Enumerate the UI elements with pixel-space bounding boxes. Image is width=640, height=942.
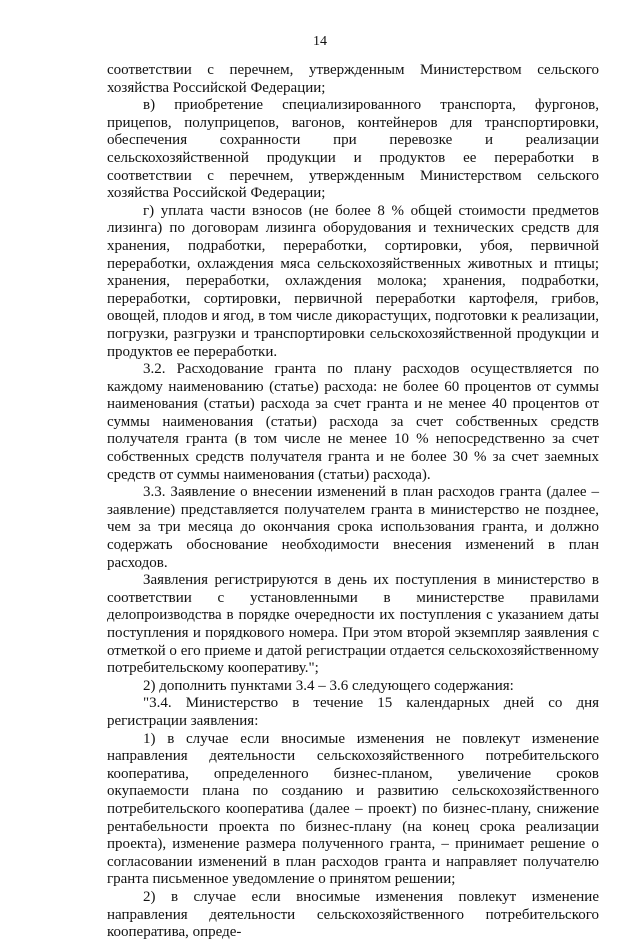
paragraph-1: соответствии с перечнем, утвержденным Министерством сельского хозяйства Российской Федерации; — [107, 62, 599, 96]
paragraph-5: 3.3. Заявление о внесении изменений в план расходов гранта (далее – заявление) представляется получателем гранта в министерство не позднее, чем за три месяца до окончания срока использования гранта, и должно содержать обоснование необходимости внесения изменений в план расходов. — [107, 484, 599, 571]
paragraph-3: г) уплата части взносов (не более 8 % общей стоимости предметов лизинга) по договорам лизинга оборудования и технических средств для хранения, подработки, переработки, сортировки, убоя, первичной переработки, охлаждения мяса сельскохозяйственных животных и птицы; хранения, переработки, охлаждения молока; хранения, подработки, переработки, сортировки, первичной переработки картофеля, грибов, овощей, плодов и ягод, в том числе дикорастущих, подготовки к реализации, погрузки, разгрузки и транспортировки сельскохозяйственной продукции и продуктов ее переработки. — [107, 202, 599, 360]
paragraph-10: 2) в случае если вносимые изменения повлекут изменение направления деятельности сельскохозяйственного потребительского кооператива, опреде- — [107, 888, 599, 941]
paragraph-7: 2) дополнить пунктами 3.4 – 3.6 следующего содержания: — [143, 677, 514, 694]
paragraph-8: "3.4. Министерство в течение 15 календарных дней со дня регистрации заявления: — [107, 695, 599, 729]
document-body — [107, 62, 599, 942]
paragraph-6: Заявления регистрируются в день их поступления в министерство в соответствии с установленными в министерстве правилами делопроизводства в порядке очередности их поступления с указанием даты поступления и порядкового номера. При этом второй экземпляр заявления с отметкой о его приеме и датой регистрации отдается сельскохозяйственному потребительскому кооперативу."; — [107, 572, 599, 677]
paragraph-9: 1) в случае если вносимые изменения не повлекут изменение направления деятельности сельскохозяйственного потребительского кооператива, определенного бизнес-планом, увеличение сроков окупаемости плана по созданию и развитию сельскохозяйственного потребительского кооператива (далее – проект) по бизнес-плану, снижение рентабельности проекта по бизнес-плану (на конец срока реализации проекта), изменение размера полученного гранта, – принимает решение о согласовании изменений в план расходов гранта и направляет получателю гранта письменное уведомление о принятом решении; — [107, 730, 599, 888]
paragraph-2: в) приобретение специализированного транспорта, фургонов, прицепов, полуприцепов, вагонов, контейнеров для транспортировки, обеспечения сохранности при перевозке и реализации сельскохозяйственной продукции и продуктов ее переработки в соответствии с перечнем, утвержденным Министерством сельского хозяйства Российской Федерации; — [107, 97, 599, 202]
page-number: 14 — [313, 34, 327, 49]
paragraph-4: 3.2. Расходование гранта по плану расходов осуществляется по каждому наименованию (статье) расхода: не более 60 процентов от суммы наименования (статьи) расхода за счет гранта и не менее 40 процентов от суммы наименования (статьи) расхода за счет собственных средств получателя гранта (в том числе не менее 10 % непосредственно за счет собственных средств получателя гранта и не более 30 % за счет заемных средств от суммы наименования (статьи) расхода). — [107, 361, 599, 483]
